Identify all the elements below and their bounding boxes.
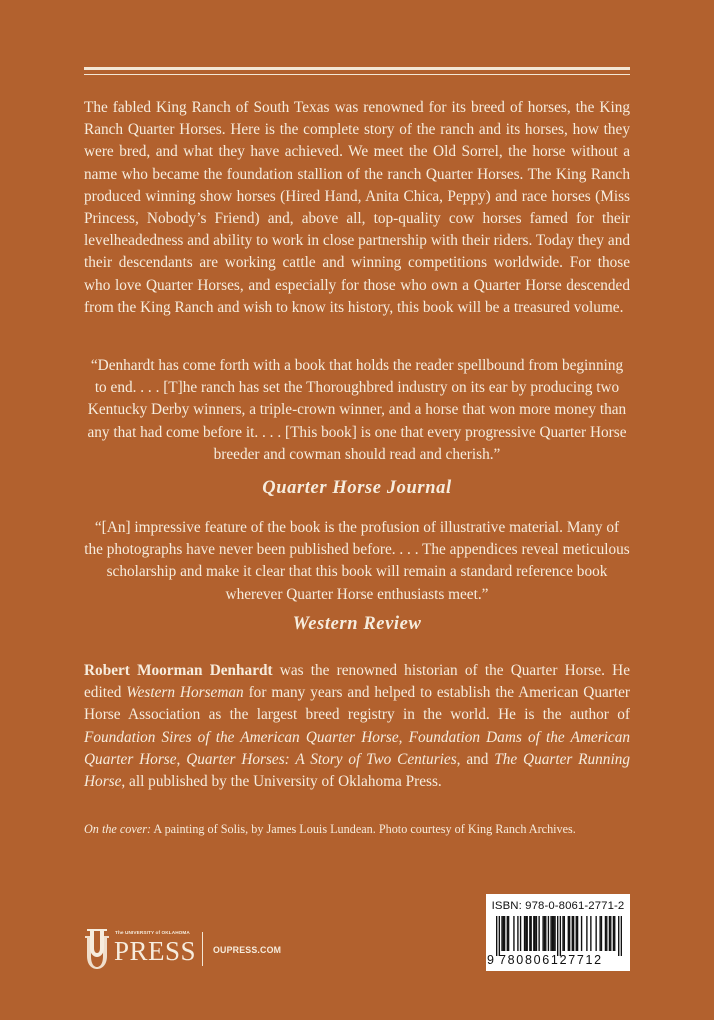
book-description: The fabled King Ranch of South Texas was renowned for its breed of horses, the King Ranch Quarter Horses. Here is the complete story of the ranch and its horses, how they were bred, and what they have achieved. We meet the Old Sorrel, the horse without a name who became the foundation stallion of the ranch Quarter Horses. The King Ranch produced winning show horses (Hired Hand, Anita Chica, Peppy) and race horses (Miss Princess, Nobody’s Friend) and, above all, top-quality cow horses famed for their levelheadedness and ability to work in close partnership with their riders. Today they and their descendants are working cattle and winning competitions worldwide. For those who love Quarter Horses, and especially for those who own a Quarter Horse descended from the King Ranch and wish to know its history, this book will be a treasured volume. [84, 99, 630, 316]
barcode-bar [610, 916, 611, 951]
barcode-bar [513, 916, 514, 951]
barcode-bar [499, 916, 500, 956]
review-source-1: Quarter Horse Journal [262, 478, 452, 498]
separator: , [398, 728, 409, 746]
review-quote-1: “Denhardt has come forth with a book that holds the reader spellbound from beginning to end. . . . [T]he ranch has set the Thoroughbred industry on its ear by producing two Kentucky Derby winners, a triple-crown winner, and a horse that won more money than any that had come before it. . . . [This book] is one that every progressive Quarter Horse breeder and cowman should read and cherish.” [87, 357, 627, 463]
barcode-bar [557, 916, 558, 956]
barcode-bar [508, 916, 509, 951]
barcode-first-digit: 9 [487, 953, 496, 967]
isbn-label: ISBN: 978-0-8061-2771-2 [491, 900, 625, 912]
book-title: Quarter Horses: A Story of Two Centuries [186, 750, 457, 768]
barcode-bar [533, 916, 534, 951]
barcode-bar [534, 916, 535, 951]
book-title: Foundation Dams of the American Quarter Horse [84, 728, 631, 768]
barcode-bar [606, 916, 607, 951]
bio-text: was the renowned historian of the Quarter Horse. He edited [84, 662, 631, 702]
barcode-bar [545, 916, 546, 951]
barcode-bar [618, 916, 619, 956]
barcode-bar [581, 916, 582, 951]
ou-monogram-icon [83, 926, 111, 970]
barcode-bar [605, 916, 606, 951]
barcode-bar [621, 916, 622, 956]
barcode-bar [530, 916, 531, 951]
publisher-website: OUPRESS.COM [213, 945, 282, 955]
barcode-number: 780806127712 [499, 953, 603, 967]
separator: , and [456, 750, 495, 768]
barcode-bar [577, 916, 578, 951]
barcode-bar [517, 916, 518, 951]
barcode-bar [548, 916, 549, 951]
barcode-bar [538, 916, 539, 951]
barcode-bar [599, 916, 600, 951]
barcode-bar [504, 916, 505, 951]
barcode-bar [569, 916, 570, 951]
barcode-bar [601, 916, 602, 951]
barcode-bar [562, 916, 563, 951]
book-title: The Quarter Running Horse [84, 750, 630, 791]
barcode-bar [525, 916, 526, 951]
review-quote-2: “[An] impressive feature of the book is the profusion of illustrative material. Many of the photographs have never been published before. . . . The appendices reveal meticulous scholarship and make it clear that this book will remain a standard reference book wherever Quarter Horse enthusiasts meet.” [84, 519, 630, 603]
barcode-bar [554, 916, 555, 951]
barcode-bar [544, 916, 545, 951]
barcode-bar [552, 916, 553, 951]
cover-credit-label: On the cover: [84, 822, 152, 836]
author-name: Robert Moorman Denhardt [84, 662, 273, 679]
publisher-press: PRESS [114, 936, 197, 966]
publisher-university: The UNIVERSITY of OKLAHOMA [115, 930, 190, 935]
barcode-bar [568, 916, 569, 951]
barcode-bar [564, 916, 565, 951]
barcode-bar [550, 916, 551, 951]
barcode-bar [503, 916, 504, 951]
barcode-bar [609, 916, 610, 951]
barcode-bar [595, 916, 596, 951]
barcode-bar [496, 916, 497, 956]
top-rule-thin [84, 74, 630, 75]
publisher-logo [83, 924, 293, 974]
divider [202, 932, 203, 966]
barcode-bar [573, 916, 574, 951]
barcode-bar [560, 916, 561, 956]
barcode-bar [542, 916, 543, 951]
barcode-bar [501, 916, 502, 951]
magazine-title: Western Horseman [126, 684, 244, 702]
cover-credit [84, 821, 630, 837]
barcode-bars [496, 916, 622, 956]
barcode-bar [529, 916, 530, 951]
bio-text: , all published by the University of Oklahoma Press. [121, 773, 442, 791]
barcode-bar [576, 916, 577, 951]
barcode-bar [586, 916, 587, 951]
bio-text: for many years and helped to establish the American Quarter Horse Association as the largest breed registry in the world. He is the author of [84, 684, 631, 724]
book-title: Foundation Sires of the American Quarter Horse [84, 728, 399, 746]
barcode-bar [520, 916, 521, 951]
barcode-bar [590, 916, 591, 951]
separator: , [176, 750, 187, 768]
barcode-bar [614, 916, 615, 951]
cover-credit-text: A painting of Solis, by James Louis Lundean. Photo courtesy of King Ranch Archives. [151, 822, 576, 836]
author-bio [84, 660, 630, 793]
barcode-bar [527, 916, 528, 951]
barcode-bar [536, 916, 537, 951]
barcode-bar [553, 916, 554, 951]
review-source-2: Western Review [292, 614, 422, 634]
barcode-bar [524, 916, 525, 951]
top-rule-thick [84, 67, 630, 70]
barcode-bar [507, 916, 508, 951]
barcode-bar [572, 916, 573, 951]
barcode [486, 894, 630, 971]
barcode-bar [613, 916, 614, 951]
